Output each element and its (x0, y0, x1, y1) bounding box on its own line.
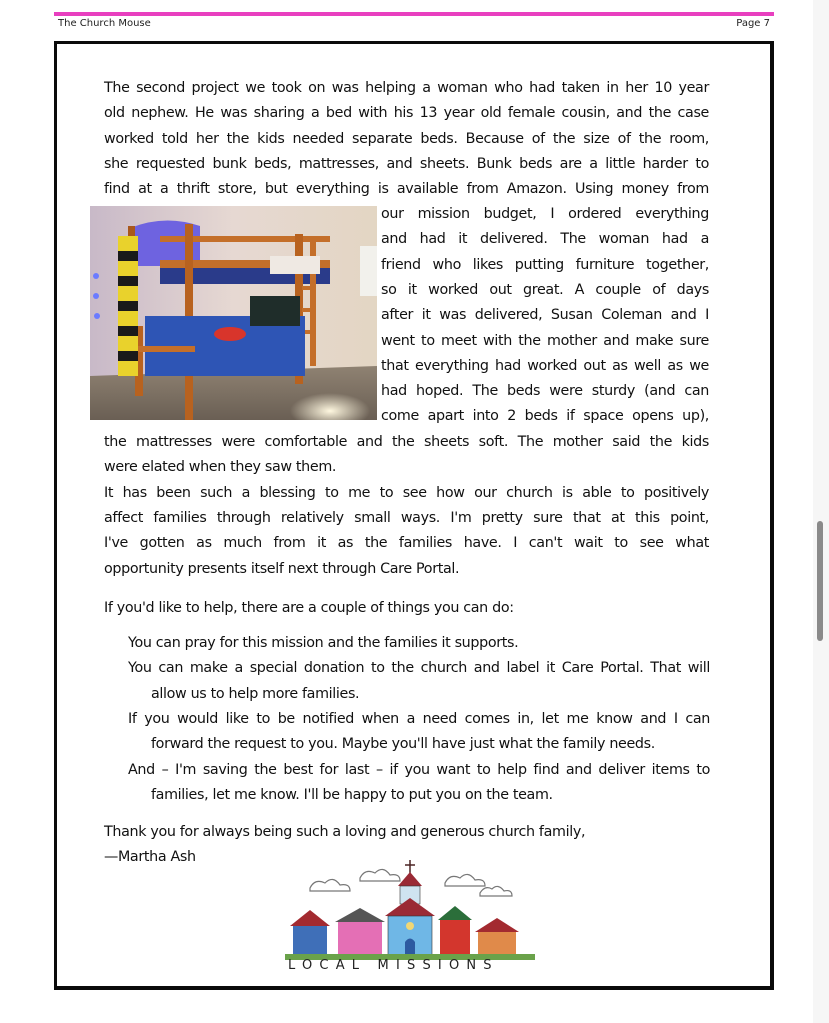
body-line: affect families through relatively small ways. I'm pretty sure that at this point, (104, 509, 709, 526)
wrap-line: friend who likes putting furniture together, (381, 256, 709, 273)
body-line: It has been such a blessing to me to see how our church is able to positively (104, 484, 709, 501)
body-line: were elated when they saw them. (104, 459, 337, 476)
intro-line: she requested bunk beds, mattresses, and sheets. Bunk beds are a little harder to (104, 155, 709, 172)
intro-line: The second project we took on was helping a woman who had taken in her 10 year (104, 80, 709, 96)
publication-title: The Church Mouse (58, 18, 151, 29)
closing-line: Thank you for always being such a loving and generous church family, (104, 824, 586, 840)
signature: —Martha Ash (104, 849, 196, 865)
intro-line: find at a thrift store, but everything is available from Amazon. Using money from (104, 181, 709, 198)
help-item: And – I'm saving the best for last – if you want to help find and deliver items to (128, 761, 710, 778)
bunk-bed-photo (90, 206, 377, 420)
help-intro: If you'd like to help, there are a couple of things you can do: (104, 600, 514, 616)
logo-label: LOCAL MISSIONS (288, 958, 499, 973)
wrap-line: after it was delivered, Susan Coleman and I (381, 307, 709, 324)
viewer-scroll-track (813, 0, 829, 1023)
intro-line: old nephew. He was sharing a bed with his 13 year old female cousin, and the case (104, 105, 709, 122)
wrap-line: had hoped. The beds were sturdy (and can (381, 383, 709, 400)
wrap-line: so it worked out great. A couple of days (381, 281, 709, 298)
body-line: I've gotten as much from it as the families have. I can't wait to see what (104, 535, 709, 552)
bunk-bed-image (90, 206, 377, 420)
wrap-line: that everything had worked out as well as we (381, 357, 709, 374)
help-item-continued: allow us to help more families. (151, 685, 360, 702)
scrollbar-thumb[interactable] (817, 521, 823, 641)
wrap-line: our mission budget, I ordered everything (381, 206, 709, 222)
help-item-continued: forward the request to you. Maybe you'll have just what the family needs. (151, 736, 655, 753)
header-accent-rule (54, 12, 774, 16)
wrap-line: and had it delivered. The woman had a (381, 231, 709, 248)
help-item-continued: families, let me know. I'll be happy to put you on the team. (151, 786, 553, 803)
wrap-line: went to meet with the mother and make sure (381, 332, 709, 349)
help-item: You can pray for this mission and the families it supports. (128, 635, 519, 651)
body-line: the mattresses were comfortable and the sheets soft. The mother said the kids (104, 434, 709, 450)
help-item: You can make a special donation to the church and label it Care Portal. That will (128, 660, 710, 677)
body-line: opportunity presents itself next through Care Portal. (104, 560, 460, 577)
intro-line: worked told her the kids needed separate beds. Because of the size of the room, (104, 130, 709, 147)
help-item: If you would like to be notified when a need comes in, let me know and I can (128, 710, 710, 727)
page-number: Page 7 (736, 18, 770, 29)
wrap-line: come apart into 2 beds if space opens up), (381, 408, 709, 425)
